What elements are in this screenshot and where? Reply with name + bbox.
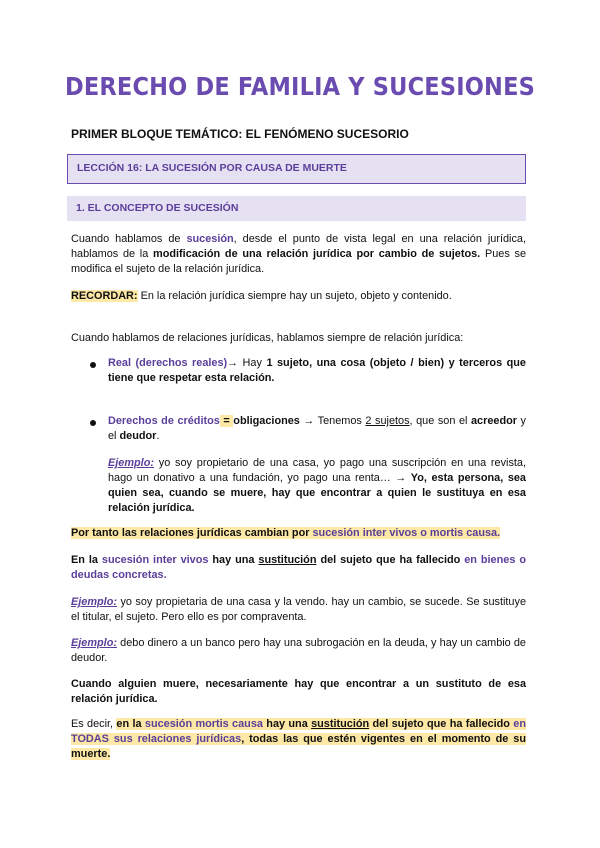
bullet-creditos: Derechos de créditos = obligaciones → Tenemos 2 sujetos, que son el acreedor y el deudor. — [108, 415, 526, 442]
bullet-dot — [90, 362, 96, 368]
lesson-header — [67, 154, 526, 184]
paragraph-muerte: Cuando alguien muere, necesariamente hay que encontrar a un sustituto de esa relación jurídica. — [71, 678, 526, 705]
paragraph-mortis-causa: Es decir, en la sucesión mortis causa hay una sustitución del sujeto que ha fallecido en TODAS sus relaciones jurídicas, todas las que estén vigentes en el momento de su muerte. — [71, 718, 527, 760]
example-label: Ejemplo: — [108, 457, 154, 469]
paragraph-recordar: RECORDAR: En la relación jurídica siempre hay un sujeto, objeto y contenido. — [71, 290, 452, 302]
example-2: Ejemplo: yo soy propietaria de una casa y la vendo. hay un cambio, se sucede. Se sustituye el titular, el sujeto. Pero ello es por compraventa. — [71, 596, 526, 623]
paragraph-relaciones: Cuando hablamos de relaciones jurídicas, hablamos siempre de relación jurídica: — [71, 332, 464, 344]
section-header — [67, 196, 526, 221]
example-label: Ejemplo: — [71, 637, 117, 649]
bullet-real: Real (derechos reales)→ Hay 1 sujeto, una cosa (objeto / bien) y terceros que tiene que respetar esta relación. — [108, 357, 526, 384]
paragraph-definition: Cuando hablamos de sucesión, desde el punto de vista legal en una relación jurídica, hablamos de la modificación de una relación jurídica por cambio de sujetos. Pues se modifica el sujeto de la relación jurídica. — [71, 233, 527, 275]
recordar-label: RECORDAR: — [71, 290, 138, 302]
example-label: Ejemplo: — [71, 596, 117, 608]
document-title: DERECHO DE FAMILIA Y SUCESIONES — [64, 72, 536, 101]
example-3: Ejemplo: debo dinero a un banco pero hay una subrogación en la deuda, y hay un cambio de deudor. — [71, 637, 526, 664]
example-1: Ejemplo: yo soy propietario de una casa, yo pago una suscripción en una revista, hago un donativo a una fundación, yo pago una renta… → Yo, esta persona, sea quien sea, cuando se muere, hay que encontrar a quien le sustituya en esa relación jurídica. — [108, 457, 526, 514]
paragraph-inter-vivos: En la sucesión inter vivos hay una sustitución del sujeto que ha fallecido en bienes o deudas concretas. — [71, 554, 526, 581]
term-sucesion: sucesión — [186, 233, 234, 245]
paragraph-cambian: Por tanto las relaciones jurídicas cambian por sucesión inter vivos o mortis causa. — [71, 527, 501, 539]
lesson-title: LECCIÓN 16: LA SUCESIÓN POR CAUSA DE MUERTE — [77, 162, 347, 174]
block-subtitle: PRIMER BLOQUE TEMÁTICO: EL FENÓMENO SUCESORIO — [71, 127, 409, 141]
bullet-dot — [90, 420, 96, 426]
section-title: 1. EL CONCEPTO DE SUCESIÓN — [76, 202, 239, 214]
